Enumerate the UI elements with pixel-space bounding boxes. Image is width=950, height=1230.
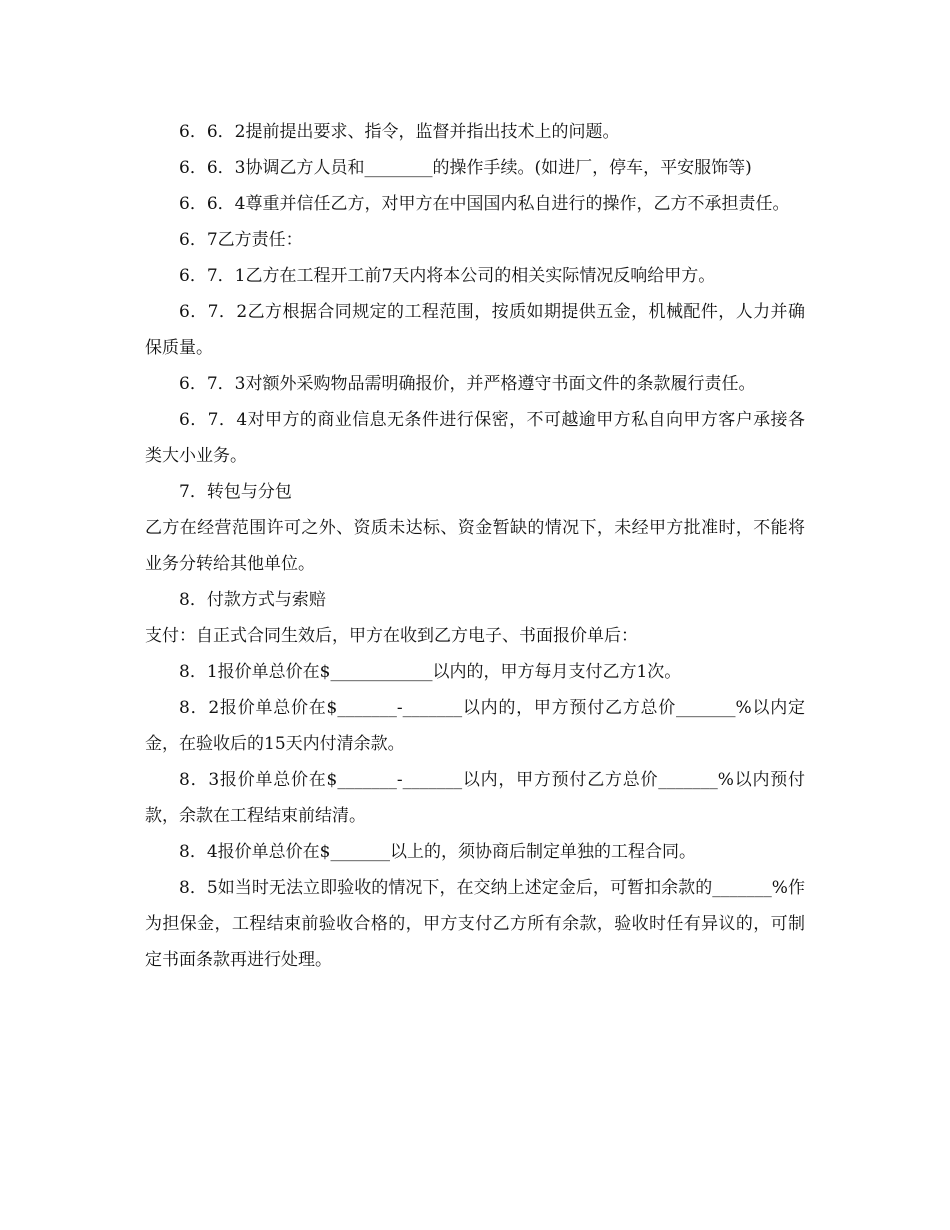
payment-intro: 支付：自正式合同生效后，甲方在收到乙方电子、书面报价单后： bbox=[145, 626, 638, 646]
clause-6-6-4: 6．6．4尊重并信任乙方，对甲方在中国国内私自进行的操作，乙方不承担责任。 bbox=[179, 194, 790, 214]
section-8-heading: 8．付款方式与索赔 bbox=[179, 590, 326, 610]
clause-8-1: 8．1报价单总价在$____________以内的，甲方每月支付乙方1次。 bbox=[179, 662, 682, 682]
section-6-7-heading: 6．7乙方责任： bbox=[179, 230, 303, 250]
document-body bbox=[145, 114, 805, 978]
clause-8-4: 8．4报价单总价在$_______以上的，须协商后制定单独的工程合同。 bbox=[179, 842, 696, 862]
clause-6-6-3: 6．6．3协调乙方人员和________的操作手续。(如进厂，停车，平安服饰等) bbox=[179, 158, 752, 178]
clause-8-3: 8．3报价单总价在$_______-_______以内，甲方预付乙方总价_______%以内预付款，余款在工程结束前结清。 bbox=[145, 770, 805, 826]
section-7-body: 乙方在经营范围许可之外、资质未达标、资金暂缺的情况下，未经甲方批准时，不能将业务分转给其他单位。 bbox=[145, 518, 805, 574]
clause-6-7-4: 6．7．4对甲方的商业信息无条件进行保密，不可越逾甲方私自向甲方客户承接各类大小业务。 bbox=[145, 410, 805, 466]
clause-6-7-1: 6．7．1乙方在工程开工前7天内将本公司的相关实际情况反响给甲方。 bbox=[179, 266, 716, 286]
clause-8-2: 8．2报价单总价在$_______-_______以内的，甲方预付乙方总价_______%以内定金，在验收后的15天内付清余款。 bbox=[145, 698, 805, 754]
clause-6-6-2: 6．6．2提前提出要求、指令，监督并指出技术上的问题。 bbox=[179, 122, 620, 142]
section-7-heading: 7．转包与分包 bbox=[179, 482, 292, 502]
clause-8-5: 8．5如当时无法立即验收的情况下，在交纳上述定金后，可暂扣余款的_______%作为担保金，工程结束前验收合格的，甲方支付乙方所有余款，验收时任有异议的，可制定书面条款再进行处理。 bbox=[145, 878, 805, 970]
clause-6-7-3: 6．7．3对额外采购物品需明确报价，并严格遵守书面文件的条款履行责任。 bbox=[179, 374, 756, 394]
clause-6-7-2: 6．7．2乙方根据合同规定的工程范围，按质如期提供五金，机械配件，人力并确保质量。 bbox=[145, 302, 805, 358]
